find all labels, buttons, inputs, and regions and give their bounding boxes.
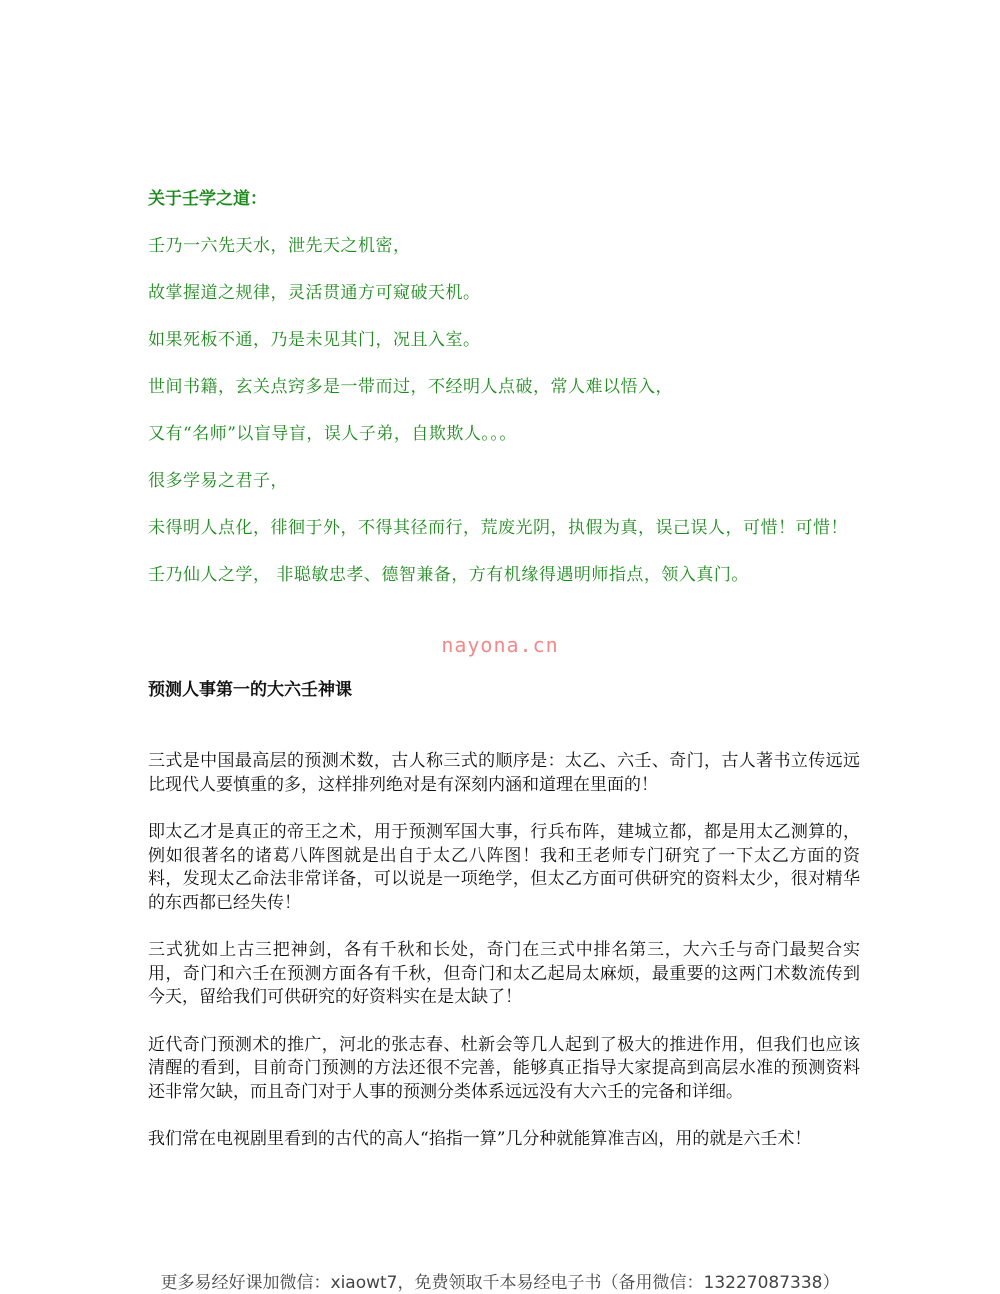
green-line: 壬乃仙人之学， 非聪敏忠孝、德智兼备，方有机缘得遇明师指点，领入真门。 <box>148 565 749 585</box>
footer-promo-text: 更多易经好课加微信：xiaowt7，免费领取千本易经电子书（备用微信：13227087338） <box>160 1273 840 1293</box>
green-line: 壬乃一六先天水，泄先天之机密， <box>148 236 411 256</box>
article-paragraph: 即太乙才是真正的帝王之术，用于预测军国大事，行兵布阵，建城立都，都是用太乙测算的，例如很著名的诸葛八阵图就是出自于太乙八阵图！我和王老师专门研究了一下太乙方面的资料，发现太乙命法非常详备，可以说是一项绝学，但太乙方面可供研究的资料太少，很对精华的东西都已经失传！ <box>148 822 860 913</box>
green-line: 又有“名师”以盲导盲，误人子弟，自欺欺人。。。 <box>148 424 517 444</box>
article-section <box>148 677 860 1176</box>
watermark-text: nayona.cn <box>441 633 559 657</box>
green-line: 未得明人点化，徘徊于外，不得其径而行，荒废光阴，执假为真，误己误人，可惜！可惜！ <box>148 518 848 538</box>
article-title: 预测人事第一的大六壬神课 <box>148 680 352 700</box>
green-line: 故掌握道之规律，灵活贯通方可窥破天机。 <box>148 283 481 303</box>
green-line: 很多学易之君子， <box>148 471 288 491</box>
green-section <box>148 186 888 609</box>
green-line: 如果死板不通，乃是未见其门，况且入室。 <box>148 330 481 350</box>
article-paragraph: 我们常在电视剧里看到的古代的高人“掐指一算”几分种就能算准吉凶，用的就是六壬术！ <box>148 1129 812 1149</box>
green-line: 世间书籍，玄关点窍多是一带而过，不经明人点破，常人难以悟入， <box>148 377 673 397</box>
article-paragraph: 三式是中国最高层的预测术数，古人称三式的顺序是：太乙、六壬、奇门，古人著书立传远远比现代人要慎重的多，这样排列绝对是有深刻内涵和道理在里面的！ <box>148 751 860 795</box>
article-paragraph: 三式犹如上古三把神剑，各有千秋和长处，奇门在三式中排名第三，大六壬与奇门最契合实用，奇门和六壬在预测方面各有千秋，但奇门和太乙起局太麻烦，最重要的这两门术数流传到今天，留给我们可供研究的好资料实在是太缺了！ <box>148 940 860 1007</box>
green-section-title: 关于壬学之道： <box>148 189 267 209</box>
article-paragraph: 近代奇门预测术的推广，河北的张志春、杜新会等几人起到了极大的推进作用，但我们也应该清醒的看到，目前奇门预测的方法还很不完善，能够真正指导大家提高到高层水准的预测资料还非常欠缺，而且奇门对于人事的预测分类体系远远没有大六壬的完备和详细。 <box>148 1034 860 1102</box>
